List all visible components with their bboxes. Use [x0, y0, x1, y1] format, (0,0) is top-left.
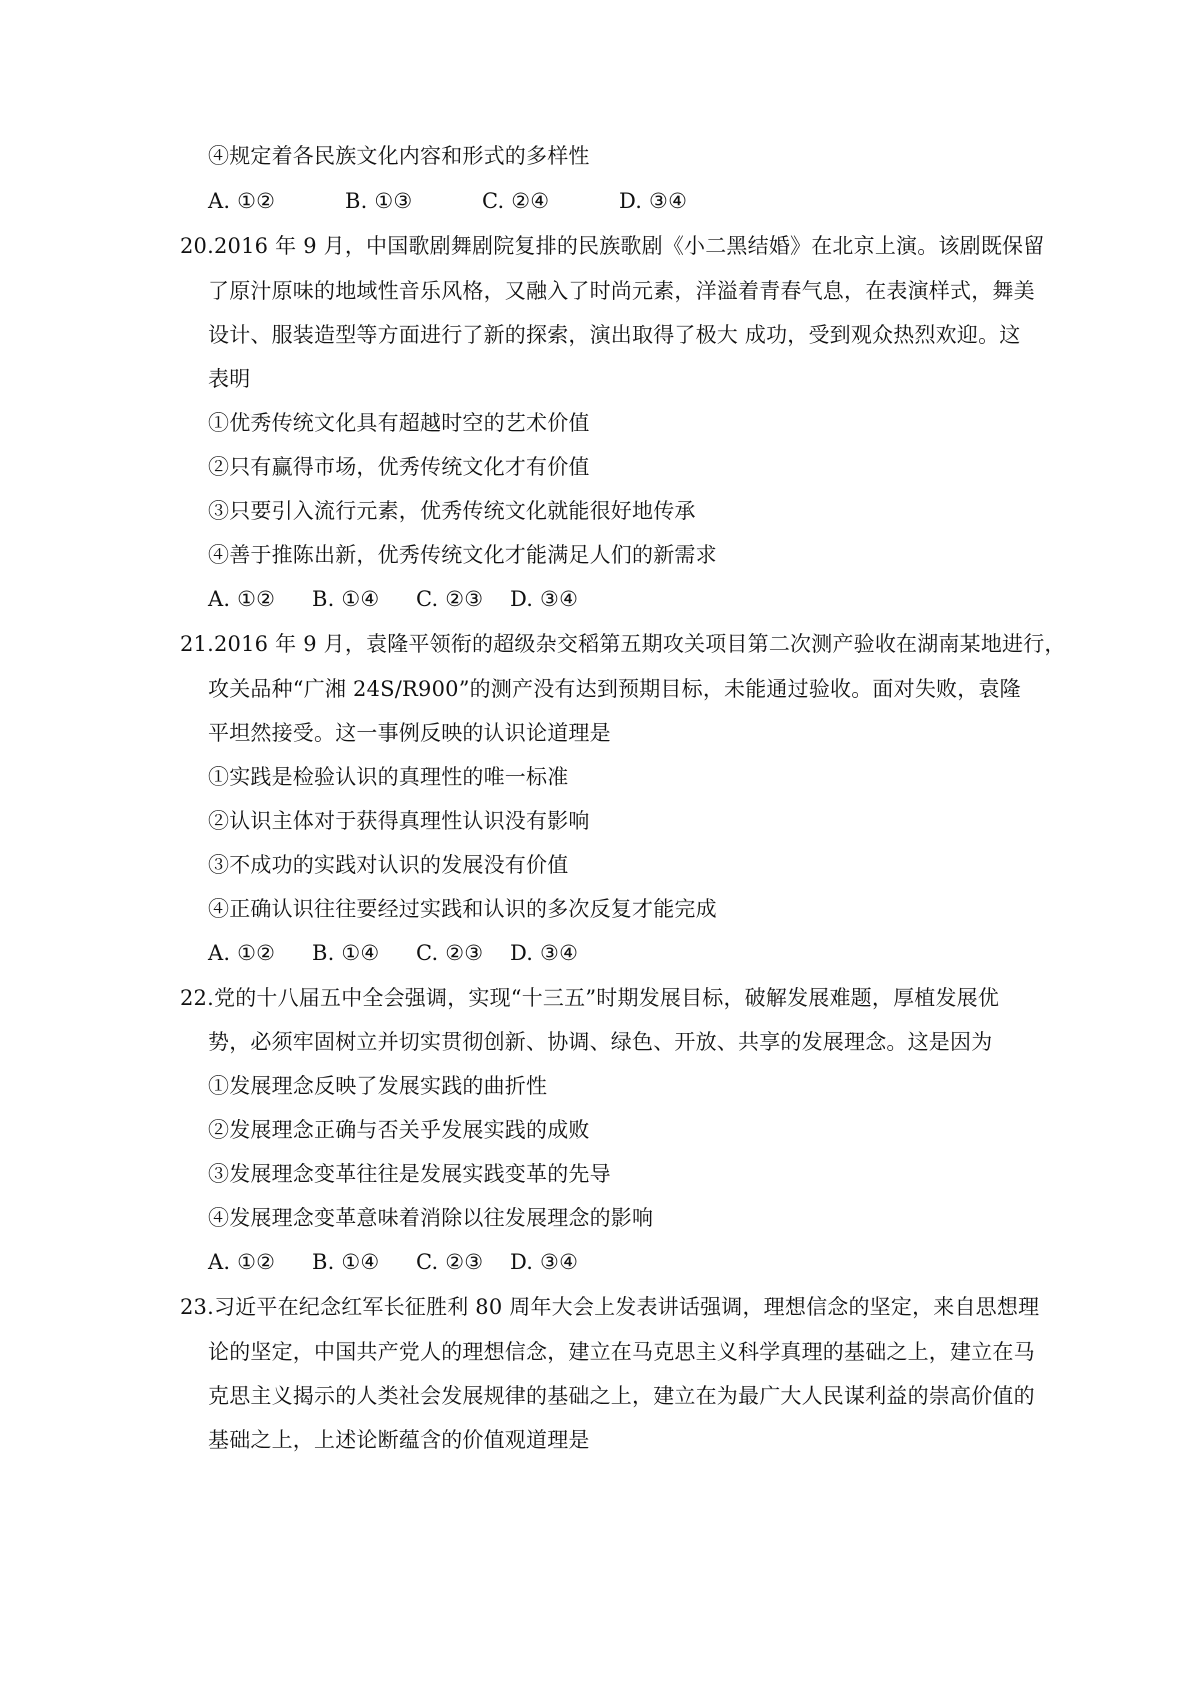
q20-stem-line-3: 设计、服装造型等方面进行了新的探索，演出取得了极大 成功，受到观众热烈欢迎。这: [208, 323, 1021, 347]
q19-answer-c: C. ②④: [482, 189, 550, 213]
q22-stem-line-1: 22.党的十八届五中全会强调，实现“十三五”时期发展目标，破解发展难题，厚植发展优: [180, 986, 1000, 1010]
q20-stem-line-4: 表明: [208, 367, 251, 391]
q21-option-1: ①实践是检验认识的真理性的唯一标准: [208, 765, 569, 789]
q20-stem-line-2: 了原汁原味的地域性音乐风格，又融入了时尚元素，洋溢着青春气息，在表演样式，舞美: [208, 279, 1035, 303]
q21-option-3: ③不成功的实践对认识的发展没有价值: [208, 853, 569, 877]
q20-option-2: ②只有赢得市场，优秀传统文化才有价值: [208, 455, 590, 479]
q20-answer-a: A. ①②: [208, 587, 276, 611]
q20-answer-c: C. ②③: [416, 587, 484, 611]
q19-answer-d: D. ③④: [619, 189, 688, 213]
q21-answer-d: D. ③④: [510, 941, 579, 965]
q19-answer-b: B. ①③: [345, 189, 413, 213]
q22-stem-line-2: 势，必须牢固树立并切实贯彻创新、协调、绿色、开放、共享的发展理念。这是因为: [208, 1030, 993, 1054]
q23-stem-line-1: 23.习近平在纪念红军长征胜利 80 周年大会上发表讲话强调，理想信念的坚定，来自思想理: [180, 1295, 1040, 1319]
q20-option-3: ③只要引入流行元素，优秀传统文化就能很好地传承: [208, 499, 696, 523]
q22-answer-a: A. ①②: [208, 1250, 276, 1274]
q22-option-2: ②发展理念正确与否关乎发展实践的成败: [208, 1118, 590, 1142]
q22-option-1: ①发展理念反映了发展实践的曲折性: [208, 1074, 548, 1098]
q20-answer-b: B. ①④: [312, 587, 380, 611]
q19-answer-choices: [208, 186, 687, 216]
q21-answer-choices: [208, 938, 578, 968]
q22-option-3: ③发展理念变革往往是发展实践变革的先导: [208, 1162, 611, 1186]
q20-stem-line-1: 20.2016 年 9 月，中国歌剧舞剧院复排的民族歌剧《小二黑结婚》在北京上演。该剧既保留: [180, 234, 1045, 258]
q21-answer-a: A. ①②: [208, 941, 276, 965]
q22-option-4: ④发展理念变革意味着消除以往发展理念的影响: [208, 1206, 654, 1230]
q21-answer-b: B. ①④: [312, 941, 380, 965]
q19-option-4: ④规定着各民族文化内容和形式的多样性: [208, 144, 590, 168]
q21-option-2: ②认识主体对于获得真理性认识没有影响: [208, 809, 590, 833]
q23-stem-line-4: 基础之上，上述论断蕴含的价值观道理是: [208, 1428, 590, 1452]
q20-option-4: ④善于推陈出新，优秀传统文化才能满足人们的新需求: [208, 543, 717, 567]
q23-stem-line-3: 克思主义揭示的人类社会发展规律的基础之上，建立在为最广大人民谋利益的崇高价值的: [208, 1384, 1035, 1408]
q19-answer-a: A. ①②: [208, 189, 276, 213]
q21-option-4: ④正确认识往往要经过实践和认识的多次反复才能完成: [208, 897, 717, 921]
q21-stem-line-2: 攻关品种“广湘 24S/R900”的测产没有达到预期目标，未能通过验收。面对失败，袁隆: [208, 677, 1021, 701]
q21-stem-line-3: 平坦然接受。这一事例反映的认识论道理是: [208, 721, 611, 745]
q20-answer-d: D. ③④: [510, 587, 579, 611]
q20-option-1: ①优秀传统文化具有超越时空的艺术价值: [208, 411, 590, 435]
q22-answer-choices: [208, 1247, 578, 1277]
q22-answer-c: C. ②③: [416, 1250, 484, 1274]
q21-answer-c: C. ②③: [416, 941, 484, 965]
q22-answer-d: D. ③④: [510, 1250, 579, 1274]
q21-stem-line-1: 21.2016 年 9 月，袁隆平领衔的超级杂交稻第五期攻关项目第二次测产验收在湖南某地进行，: [180, 632, 1066, 656]
q23-stem-line-2: 论的坚定，中国共产党人的理想信念，建立在马克思主义科学真理的基础之上，建立在马: [208, 1340, 1035, 1364]
q20-answer-choices: [208, 584, 578, 614]
q22-answer-b: B. ①④: [312, 1250, 380, 1274]
